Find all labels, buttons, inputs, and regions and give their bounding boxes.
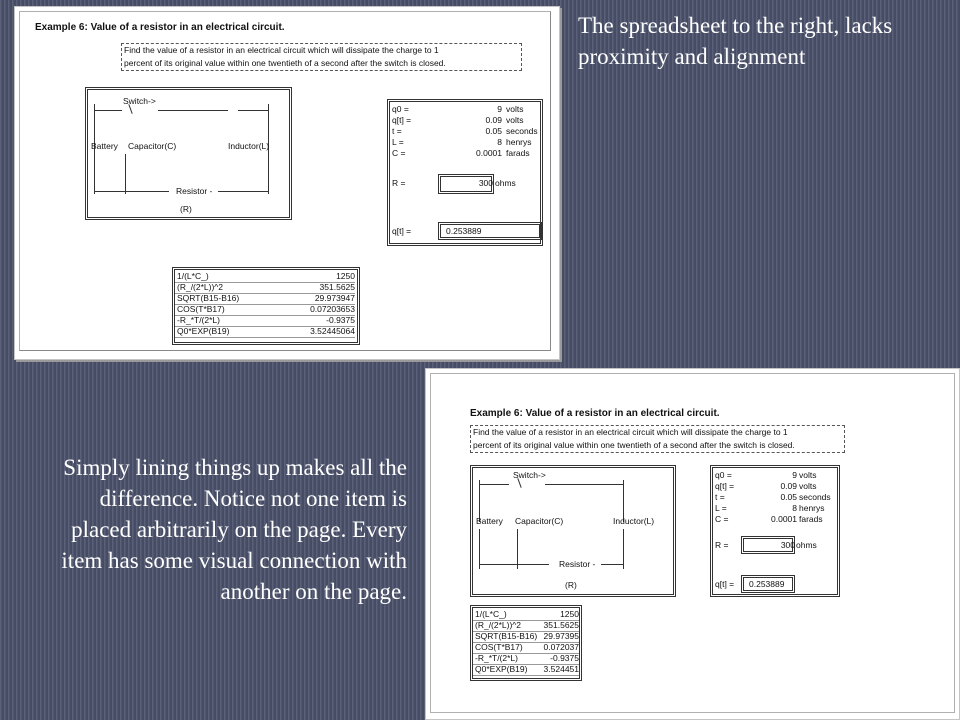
calc-value: 29.973947: [314, 293, 355, 303]
variable-unit: henrys: [799, 503, 825, 513]
variable-value[interactable]: 0.05: [780, 492, 797, 502]
variables-box: [387, 99, 543, 246]
circuit-diagram: [470, 465, 676, 597]
r-label: R =: [715, 540, 729, 550]
variable-label: C =: [715, 514, 729, 524]
variable-label: C =: [392, 148, 406, 158]
calculation-box: [172, 267, 360, 345]
description-line-2: percent of its original value within one twentieth of a second after the switch is closed.: [124, 58, 446, 68]
variable-label: q0 =: [715, 470, 732, 480]
description-line-2: percent of its original value within one twentieth of a second after the switch is closed.: [473, 440, 795, 450]
calc-value: 351.5625: [543, 620, 579, 630]
calc-formula: 1/(L*C_): [475, 609, 507, 619]
calc-formula: Q0*EXP(B19): [177, 326, 230, 336]
circuit-battery-label: Battery: [91, 141, 118, 151]
description-line-1: Find the value of a resistor in an electrical circuit which will dissipate the charge to 1: [124, 45, 439, 55]
calc-formula: -R_*T/(2*L): [177, 315, 220, 325]
circuit-switch-label: Switch->: [123, 96, 156, 106]
qt-label: q[t] =: [715, 579, 735, 589]
description-box: [470, 425, 845, 453]
qt-value: 0.253889: [749, 579, 785, 589]
calc-value: -0.9375: [326, 315, 355, 325]
variable-label: q[t] =: [392, 115, 412, 125]
circuit-inductor-label: Inductor(L): [613, 516, 655, 526]
variable-unit: seconds: [799, 492, 831, 502]
caption-top: The spreadsheet to the right, lacks proximity and alignment: [578, 13, 893, 69]
variable-label: L =: [715, 503, 727, 513]
variable-value[interactable]: 0.09: [485, 115, 502, 125]
calc-value: 3.524451: [543, 664, 579, 674]
calc-formula: 1/(L*C_): [177, 271, 209, 281]
description-box: [121, 43, 522, 71]
calc-formula: SQRT(B15-B16): [475, 631, 538, 641]
circuit-resistor-label: Resistor -: [176, 186, 213, 196]
variable-value[interactable]: 8: [792, 503, 797, 513]
calc-value: 29.97395: [543, 631, 579, 641]
calc-value: 1250: [560, 609, 579, 619]
calc-formula: (R_/(2*L))^2: [475, 620, 522, 630]
qt-label: q[t] =: [392, 226, 412, 236]
calc-formula: -R_*T/(2*L): [475, 653, 518, 663]
variable-unit: volts: [506, 115, 524, 125]
calc-value: 3.52445064: [310, 326, 355, 336]
sheet-title: Example 6: Value of a resistor in an electrical circuit.: [470, 408, 720, 419]
calc-value: -0.9375: [550, 653, 579, 663]
calc-formula: SQRT(B15-B16): [177, 293, 240, 303]
variable-unit: volts: [799, 470, 817, 480]
caption-bottom: Simply lining things up makes all the difference. Notice not one item is placed arbitrarily on the page. Every item has some visual connection with another on the page.: [61, 455, 407, 604]
variable-unit: farads: [506, 148, 530, 158]
sheet-title: Example 6: Value of a resistor in an electrical circuit.: [35, 22, 285, 33]
r-value[interactable]: 300: [780, 540, 795, 550]
r-label: R =: [392, 178, 406, 188]
r-value[interactable]: 300: [478, 178, 493, 188]
circuit-r-label: (R): [180, 204, 192, 214]
spreadsheet-unaligned: [14, 6, 560, 360]
r-unit: ohms: [495, 178, 516, 188]
variable-label: q0 =: [392, 104, 409, 114]
variable-unit: farads: [799, 514, 823, 524]
variables-box: [710, 465, 840, 597]
variable-unit: volts: [506, 104, 524, 114]
r-unit: ohms: [796, 540, 817, 550]
description-line-1: Find the value of a resistor in an electrical circuit which will dissipate the charge to 1: [473, 427, 788, 437]
calc-value: 0.07203653: [310, 304, 355, 314]
variable-label: t =: [715, 492, 725, 502]
calc-value: 351.5625: [319, 282, 355, 292]
variable-unit: henrys: [506, 137, 532, 147]
circuit-diagram: [85, 87, 292, 220]
variable-value[interactable]: 0.09: [780, 481, 797, 491]
calc-formula: Q0*EXP(B19): [475, 664, 528, 674]
circuit-r-label: (R): [565, 580, 577, 590]
variable-value[interactable]: 8: [497, 137, 502, 147]
variable-label: L =: [392, 137, 404, 147]
circuit-capacitor-label: Capacitor(C): [515, 516, 564, 526]
variable-value[interactable]: 0.0001: [771, 514, 797, 524]
circuit-inductor-label: Inductor(L): [228, 141, 270, 151]
calc-value: 1250: [336, 271, 355, 281]
variable-value[interactable]: 0.0001: [476, 148, 502, 158]
variable-value[interactable]: 9: [497, 104, 502, 114]
variable-value[interactable]: 0.05: [485, 126, 502, 136]
qt-value: 0.253889: [446, 226, 482, 236]
circuit-switch-label: Switch->: [513, 470, 546, 480]
circuit-battery-label: Battery: [476, 516, 503, 526]
calc-formula: COS(T*B17): [177, 304, 225, 314]
variable-unit: volts: [799, 481, 817, 491]
variable-label: t =: [392, 126, 402, 136]
calc-formula: COS(T*B17): [475, 642, 523, 652]
variable-label: q[t] =: [715, 481, 735, 491]
spreadsheet-aligned: [425, 368, 960, 720]
variable-value[interactable]: 9: [792, 470, 797, 480]
calc-formula: (R_/(2*L))^2: [177, 282, 224, 292]
calculation-box: [470, 605, 582, 681]
variable-unit: seconds: [506, 126, 538, 136]
circuit-resistor-label: Resistor -: [559, 559, 596, 569]
circuit-capacitor-label: Capacitor(C): [128, 141, 177, 151]
calc-value: 0.072037: [543, 642, 579, 652]
